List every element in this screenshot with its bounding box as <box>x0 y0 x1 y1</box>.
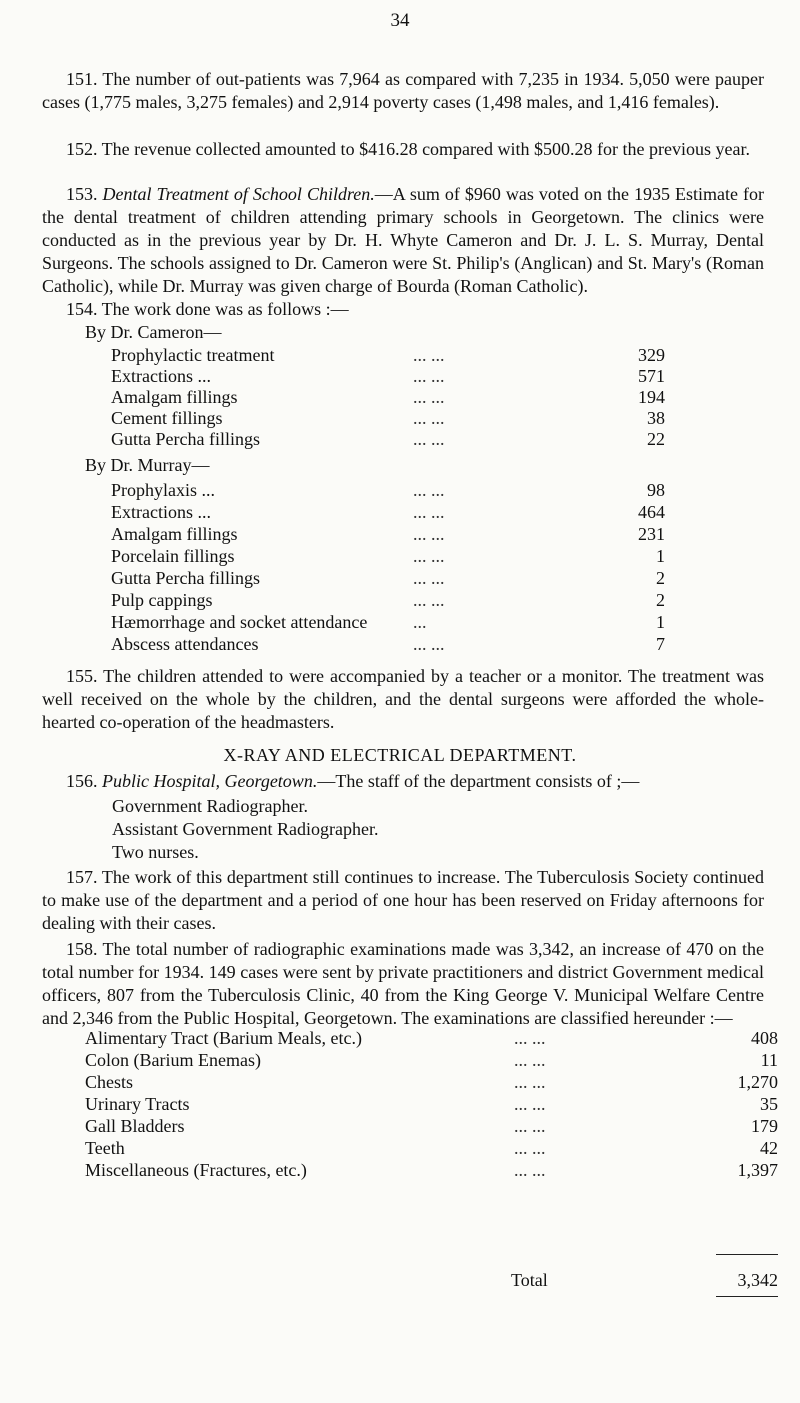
paragraph-157: 157. The work of this department still continues to increase. The Tuberculosis Society continued to make use of the department and a period of one hour has been reserved on Friday afternoons for dealing with their cases. <box>42 867 764 933</box>
murray-value: 98 <box>647 480 665 500</box>
cameron-row <box>111 345 665 365</box>
murray-value: 2 <box>656 568 665 588</box>
exam-row <box>85 1050 778 1070</box>
paragraph-153-body: —A sum of $960 was voted on the 1935 Estimate for the dental treatment of children attending primary schools in Georgetown. The clinics were conducted as in the previous year by Dr. H. Whyte Cameron and Dr. J. L. S. Murray, Dental Surgeons. The schools assigned to Dr. Cameron were St. Philip's (Anglican) and St. Mary's (Roman Catholic), while Dr. Murray was given charge of Bourda (Roman Catholic). <box>42 184 765 296</box>
page-number: 34 <box>390 10 410 31</box>
murray-row <box>111 568 665 588</box>
paragraph-151: 151. The number of out-patients was 7,964 as compared with 7,235 in 1934. 5,050 were pauper cases (1,775 males, 3,275 females) and 2,914 poverty cases (1,498 males, and 1,416 females). <box>42 69 764 112</box>
exam-label: Alimentary Tract (Barium Meals, etc.) <box>85 1028 362 1048</box>
murray-row <box>111 590 665 610</box>
cameron-leader-dots: ... ... <box>413 387 445 407</box>
exam-row <box>85 1094 778 1114</box>
exam-value: 179 <box>751 1116 778 1136</box>
cameron-leader-dots: ... ... <box>413 366 445 386</box>
murray-value: 464 <box>638 502 665 522</box>
paragraph-153 <box>42 183 764 298</box>
murray-value: 7 <box>656 634 665 654</box>
murray-leader-dots: ... ... <box>413 546 445 566</box>
exam-row <box>85 1072 778 1092</box>
paragraph-156-body: —The staff of the department consists of ;— <box>317 771 640 791</box>
cameron-label: Prophylactic treatment <box>111 345 275 365</box>
xray-section-heading: X-RAY AND ELECTRICAL DEPARTMENT. <box>223 745 577 765</box>
exam-label: Urinary Tracts <box>85 1094 190 1114</box>
cameron-label: Extractions ... <box>111 366 211 386</box>
exam-leader-dots: ... ... <box>514 1094 546 1114</box>
exam-leader-dots: ... ... <box>514 1138 546 1158</box>
exam-value: 408 <box>751 1028 778 1048</box>
cameron-heading: By Dr. Cameron— <box>85 322 222 342</box>
exam-label: Chests <box>85 1072 134 1092</box>
cameron-row <box>111 366 665 386</box>
murray-value: 231 <box>638 524 665 544</box>
paragraph-153-number: 153. <box>66 184 98 204</box>
paragraph-158: 158. The total number of radiographic examinations made was 3,342, an increase of 470 on the total number for 1934. 149 cases were sent by private practitioners and district Government medical officers, 807 from the Tuberculosis Clinic, 40 from the King George V. Municipal Welfare Centre and 2,346 from the Public Hospital, Georgetown. The examinations are classified hereunder :— <box>42 939 764 1028</box>
staff-item: Assistant Government Radiographer. <box>112 819 379 839</box>
exam-label: Teeth <box>85 1138 125 1158</box>
murray-label: Porcelain fillings <box>111 546 235 566</box>
paragraph-152: 152. The revenue collected amounted to $416.28 compared with $500.28 for the previous year. <box>66 139 750 159</box>
murray-label: Prophylaxis ... <box>111 480 216 500</box>
exam-row <box>85 1116 778 1136</box>
staff-item: Government Radiographer. <box>112 796 308 816</box>
exam-value: 11 <box>760 1050 778 1070</box>
cameron-row <box>111 429 665 449</box>
murray-leader-dots: ... ... <box>413 502 445 522</box>
paragraph-156 <box>42 770 764 793</box>
cameron-row <box>111 408 665 428</box>
murray-leader-dots: ... ... <box>413 480 445 500</box>
murray-leader-dots: ... <box>413 612 427 632</box>
exam-leader-dots: ... ... <box>514 1072 546 1092</box>
exam-leader-dots: ... ... <box>514 1050 546 1070</box>
exam-label: Gall Bladders <box>85 1116 185 1136</box>
paragraph-155: 155. The children attended to were accompanied by a teacher or a monitor. The treatment was well received on the whole by the children, and the dental surgeons were afforded the whole-hearted co-operation of the headmasters. <box>42 666 764 732</box>
paragraph-156-title: Public Hospital, Georgetown. <box>102 771 318 791</box>
murray-label: Gutta Percha fillings <box>111 568 260 588</box>
murray-value: 1 <box>656 546 665 566</box>
exam-leader-dots: ... ... <box>514 1028 546 1048</box>
cameron-leader-dots: ... ... <box>413 408 445 428</box>
murray-leader-dots: ... ... <box>413 590 445 610</box>
murray-row <box>111 634 665 654</box>
exam-value: 42 <box>760 1138 778 1158</box>
exam-row <box>85 1028 778 1048</box>
exam-leader-dots: ... ... <box>514 1116 546 1136</box>
exam-label: Miscellaneous (Fractures, etc.) <box>85 1160 307 1180</box>
murray-leader-dots: ... ... <box>413 524 445 544</box>
cameron-value: 194 <box>638 387 665 407</box>
exam-leader-dots: ... ... <box>514 1160 546 1180</box>
total-value: 3,342 <box>737 1270 778 1290</box>
murray-row <box>111 502 665 522</box>
total-rule-top <box>716 1254 778 1255</box>
paragraph-156-number: 156. <box>66 771 98 791</box>
cameron-leader-dots: ... ... <box>413 345 445 365</box>
murray-heading: By Dr. Murray— <box>85 455 210 475</box>
exam-value: 35 <box>760 1094 778 1114</box>
exam-row <box>85 1138 778 1158</box>
exam-label: Colon (Barium Enemas) <box>85 1050 261 1070</box>
total-label: Total <box>511 1270 548 1290</box>
murray-label: Hæmorrhage and socket attendance <box>111 612 368 632</box>
exam-value: 1,397 <box>737 1160 778 1180</box>
cameron-row <box>111 387 665 407</box>
cameron-value: 22 <box>647 429 665 449</box>
murray-value: 1 <box>656 612 665 632</box>
murray-row <box>111 546 665 566</box>
staff-item: Two nurses. <box>112 842 199 862</box>
cameron-value: 38 <box>647 408 665 428</box>
total-row <box>0 1270 800 1290</box>
murray-label: Abscess attendances <box>111 634 259 654</box>
murray-label: Pulp cappings <box>111 590 213 610</box>
murray-label: Extractions ... <box>111 502 211 522</box>
paragraph-154: 154. The work done was as follows :— <box>66 299 349 319</box>
cameron-label: Cement fillings <box>111 408 223 428</box>
murray-value: 2 <box>656 590 665 610</box>
murray-leader-dots: ... ... <box>413 634 445 654</box>
cameron-value: 571 <box>638 366 665 386</box>
paragraph-153-title: Dental Treatment of School Children. <box>102 184 375 204</box>
murray-label: Amalgam fillings <box>111 524 238 544</box>
murray-row <box>111 524 665 544</box>
cameron-leader-dots: ... ... <box>413 429 445 449</box>
exam-row <box>85 1160 778 1180</box>
murray-row <box>111 612 665 632</box>
total-rule-bottom <box>716 1296 778 1297</box>
cameron-value: 329 <box>638 345 665 365</box>
cameron-label: Gutta Percha fillings <box>111 429 260 449</box>
cameron-label: Amalgam fillings <box>111 387 238 407</box>
murray-row <box>111 480 665 500</box>
murray-leader-dots: ... ... <box>413 568 445 588</box>
exam-value: 1,270 <box>737 1072 778 1092</box>
